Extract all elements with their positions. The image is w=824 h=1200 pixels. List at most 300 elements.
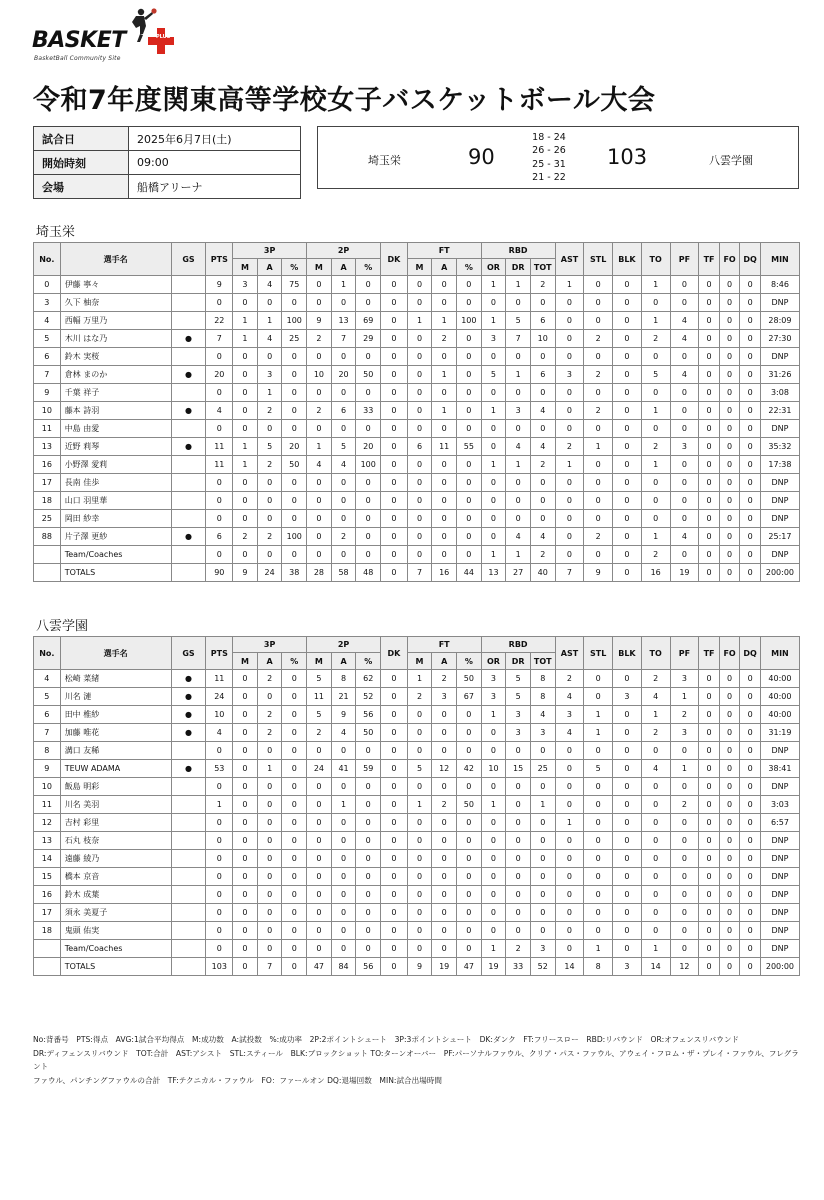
stat-cell: 0 <box>740 546 761 564</box>
stat-cell: 0 <box>457 456 482 474</box>
info-value: 2025年6月7日(土) <box>129 127 301 151</box>
stat-cell: 0 <box>457 886 482 904</box>
stat-cell: 0 <box>432 528 457 546</box>
stat-cell: 12 <box>670 958 699 976</box>
stat-cell: 0 <box>457 420 482 438</box>
stat-cell: 2 <box>530 276 555 294</box>
stat-cell: 0 <box>530 492 555 510</box>
stat-cell: 0 <box>356 868 381 886</box>
stat-cell <box>171 832 206 850</box>
stat-cell: DNP <box>760 886 799 904</box>
stat-cell: 0 <box>282 420 307 438</box>
stat-cell: 27:30 <box>760 330 799 348</box>
stat-cell: 0 <box>613 922 642 940</box>
box-score-table <box>33 242 800 582</box>
stat-cell: 4 <box>206 724 233 742</box>
stat-cell: 0 <box>407 348 432 366</box>
col-header-tf: TF <box>699 637 720 670</box>
player-name: 川名 漣 <box>60 688 171 706</box>
stat-cell: 0 <box>699 294 720 312</box>
stat-cell: 0 <box>613 706 642 724</box>
stat-cell: 0 <box>282 778 307 796</box>
stat-cell: 0 <box>740 294 761 312</box>
stat-cell: 1 <box>407 312 432 330</box>
player-row <box>34 474 800 492</box>
stat-cell: 40:00 <box>760 670 799 688</box>
stat-cell: 0 <box>206 904 233 922</box>
player-name: 加藤 唯花 <box>60 724 171 742</box>
stat-cell: 0 <box>381 958 408 976</box>
player-row <box>34 312 800 330</box>
basketplus-logo[interactable] <box>32 6 182 66</box>
stat-cell: 0 <box>506 348 531 366</box>
stat-cell: 9 <box>331 706 356 724</box>
stat-cell: 0 <box>257 886 282 904</box>
stat-cell: 0 <box>670 276 699 294</box>
totals-row <box>34 958 800 976</box>
col-header-fo: FO <box>719 637 740 670</box>
stat-cell: 0 <box>432 850 457 868</box>
col-header-no: No. <box>34 243 61 276</box>
stat-cell: 0 <box>719 474 740 492</box>
stat-cell: 0 <box>584 546 613 564</box>
player-row <box>34 706 800 724</box>
stat-cell: 0 <box>356 778 381 796</box>
player-row <box>34 510 800 528</box>
stat-cell: 8:46 <box>760 276 799 294</box>
stat-cell: 0 <box>719 868 740 886</box>
stat-cell: 0 <box>206 814 233 832</box>
stat-cell: 1 <box>584 940 613 958</box>
col-header-percent: % <box>457 259 482 276</box>
player-name: 藤本 詩羽 <box>60 402 171 420</box>
info-value: 09:00 <box>129 151 301 175</box>
stat-cell: 0 <box>699 312 720 330</box>
col-header-or: OR <box>481 653 506 670</box>
stat-cell: 7 <box>331 330 356 348</box>
info-row-date <box>34 127 301 151</box>
stat-cell: 0 <box>555 294 584 312</box>
stat-cell: 7 <box>34 724 61 742</box>
stat-cell: 0 <box>670 510 699 528</box>
player-row <box>34 402 800 420</box>
stat-cell: 0 <box>381 330 408 348</box>
stat-cell: 0 <box>481 724 506 742</box>
col-group-3p: 3P <box>233 637 307 653</box>
stat-cell: 0 <box>719 670 740 688</box>
stat-cell: 2 <box>584 528 613 546</box>
stat-cell: 50 <box>282 456 307 474</box>
stat-cell: 0 <box>432 904 457 922</box>
stat-cell: 0 <box>740 886 761 904</box>
stat-cell: 0 <box>381 510 408 528</box>
stat-cell: 0 <box>331 832 356 850</box>
stat-cell: 0 <box>555 384 584 402</box>
stat-cell: 1 <box>407 796 432 814</box>
stat-cell: 0 <box>719 832 740 850</box>
stat-cell: 0 <box>719 546 740 564</box>
stat-cell: 0 <box>555 760 584 778</box>
stat-cell: 4 <box>555 724 584 742</box>
stat-cell: 0 <box>432 886 457 904</box>
stat-cell: 3 <box>257 366 282 384</box>
stat-cell: 1 <box>481 940 506 958</box>
stat-cell: 0 <box>432 814 457 832</box>
player-row <box>34 904 800 922</box>
stat-cell: 1 <box>641 276 670 294</box>
stat-cell: 0 <box>613 940 642 958</box>
stat-cell: 0 <box>719 922 740 940</box>
stat-cell: 0 <box>740 670 761 688</box>
stat-cell: 0 <box>699 922 720 940</box>
stat-cell: 0 <box>381 528 408 546</box>
stat-cell: 0 <box>584 796 613 814</box>
stat-cell: 0 <box>34 276 61 294</box>
col-header-tot: TOT <box>530 259 555 276</box>
stat-cell: 5 <box>407 760 432 778</box>
player-name: 田中 椎紗 <box>60 706 171 724</box>
player-name: TOTALS <box>60 958 171 976</box>
stat-cell: 0 <box>670 832 699 850</box>
stat-cell: 2 <box>641 546 670 564</box>
player-name: 山口 羽里華 <box>60 492 171 510</box>
stat-cell: 0 <box>356 546 381 564</box>
stat-cell: 0 <box>381 850 408 868</box>
stat-cell: 0 <box>381 760 408 778</box>
stat-cell: 0 <box>530 348 555 366</box>
col-header-to: TO <box>641 637 670 670</box>
stat-cell: 3:08 <box>760 384 799 402</box>
player-name: 岡田 紗幸 <box>60 510 171 528</box>
stat-cell: 16 <box>432 564 457 582</box>
stat-cell: 0 <box>257 868 282 886</box>
player-name: 須永 美夏子 <box>60 904 171 922</box>
stat-cell: 0 <box>233 778 258 796</box>
stat-cell: 0 <box>613 778 642 796</box>
stat-cell: 0 <box>233 760 258 778</box>
stat-cell: 18 <box>34 922 61 940</box>
totals-row <box>34 564 800 582</box>
stat-cell: 8 <box>331 670 356 688</box>
stat-cell: 2 <box>432 796 457 814</box>
stat-cell: 0 <box>282 366 307 384</box>
col-header-min: MIN <box>760 637 799 670</box>
stat-cell: 4 <box>530 402 555 420</box>
stat-cell: 0 <box>282 904 307 922</box>
player-name: 倉林 まのか <box>60 366 171 384</box>
stat-cell: 5 <box>331 438 356 456</box>
stat-cell: 28:09 <box>760 312 799 330</box>
stat-cell: 0 <box>206 492 233 510</box>
stat-cell: 1 <box>307 438 332 456</box>
stat-cell: 0 <box>307 510 332 528</box>
player-row <box>34 742 800 760</box>
stat-cell: 0 <box>356 850 381 868</box>
stat-cell: 0 <box>719 724 740 742</box>
stat-cell: 4 <box>34 312 61 330</box>
info-label: 開始時刻 <box>34 151 129 175</box>
stat-cell: 15 <box>34 868 61 886</box>
col-header-dq: DQ <box>740 243 761 276</box>
stat-cell: 0 <box>740 724 761 742</box>
player-row <box>34 348 800 366</box>
stat-cell: 0 <box>233 868 258 886</box>
col-header-to: TO <box>641 243 670 276</box>
player-row <box>34 456 800 474</box>
player-name: 久下 柚奈 <box>60 294 171 312</box>
stat-cell: 0 <box>481 492 506 510</box>
stat-cell: 8 <box>34 742 61 760</box>
stat-cell: 0 <box>555 850 584 868</box>
stat-cell: 0 <box>670 474 699 492</box>
stat-cell: 0 <box>356 492 381 510</box>
stat-cell: DNP <box>760 940 799 958</box>
stat-cell: 5 <box>34 330 61 348</box>
stat-cell <box>171 958 206 976</box>
stat-cell: 0 <box>699 904 720 922</box>
player-name: 西幅 万里乃 <box>60 312 171 330</box>
stat-cell: 0 <box>356 922 381 940</box>
stat-cell: 0 <box>407 510 432 528</box>
stat-cell: 0 <box>740 384 761 402</box>
stat-cell: 0 <box>613 814 642 832</box>
col-header-stl: STL <box>584 637 613 670</box>
stat-cell: ● <box>171 528 206 546</box>
stat-cell: 0 <box>613 886 642 904</box>
stat-cell: 0 <box>233 706 258 724</box>
stat-cell: 0 <box>457 778 482 796</box>
stat-cell: 0 <box>641 742 670 760</box>
stat-cell: 0 <box>641 922 670 940</box>
stat-cell: 0 <box>641 868 670 886</box>
stat-cell: 0 <box>331 492 356 510</box>
stat-cell: 0 <box>613 438 642 456</box>
stat-cell: 0 <box>699 724 720 742</box>
player-row <box>34 384 800 402</box>
stat-cell: 20 <box>356 438 381 456</box>
stat-cell: 2 <box>670 796 699 814</box>
stat-cell <box>171 796 206 814</box>
stat-cell: 0 <box>719 886 740 904</box>
stat-cell: 0 <box>457 904 482 922</box>
stat-cell: 0 <box>356 940 381 958</box>
stat-cell: 0 <box>506 922 531 940</box>
stat-cell: 0 <box>530 832 555 850</box>
stat-cell: 59 <box>356 760 381 778</box>
stat-cell: 0 <box>457 814 482 832</box>
stat-cell <box>34 958 61 976</box>
stat-cell: 0 <box>206 348 233 366</box>
stat-cell: 0 <box>307 886 332 904</box>
stat-cell: 0 <box>307 742 332 760</box>
stat-cell: 0 <box>530 474 555 492</box>
stat-cell: 0 <box>407 940 432 958</box>
stat-cell: 0 <box>719 510 740 528</box>
stat-cell: 0 <box>282 796 307 814</box>
stat-cell: DNP <box>760 510 799 528</box>
stat-cell: 3 <box>555 366 584 384</box>
stat-cell: 8 <box>584 958 613 976</box>
stat-cell: 0 <box>719 312 740 330</box>
stat-cell: 0 <box>381 670 408 688</box>
stat-cell: 0 <box>740 312 761 330</box>
stat-cell: 0 <box>719 492 740 510</box>
player-row <box>34 922 800 940</box>
stat-cell: 0 <box>584 742 613 760</box>
stat-cell: 0 <box>432 868 457 886</box>
stat-cell: 0 <box>740 528 761 546</box>
stat-cell: 10 <box>34 402 61 420</box>
stat-cell: 2 <box>530 456 555 474</box>
stat-cell: 0 <box>407 832 432 850</box>
stat-cell: 5 <box>506 688 531 706</box>
stat-cell: 0 <box>613 868 642 886</box>
stat-cell: 0 <box>381 312 408 330</box>
stat-cell: 1 <box>331 796 356 814</box>
stat-cell <box>171 868 206 886</box>
stat-cell: 0 <box>699 958 720 976</box>
stat-cell: 25 <box>34 510 61 528</box>
stat-cell: 0 <box>740 742 761 760</box>
stat-cell: 1 <box>432 402 457 420</box>
stat-cell: 0 <box>613 528 642 546</box>
stat-cell: 0 <box>356 832 381 850</box>
stat-cell: 0 <box>457 850 482 868</box>
stat-cell: 4 <box>555 688 584 706</box>
stat-cell: 2 <box>233 528 258 546</box>
stat-cell: 0 <box>407 886 432 904</box>
stat-cell: 0 <box>407 742 432 760</box>
stat-cell: 0 <box>457 510 482 528</box>
stat-cell: 0 <box>206 940 233 958</box>
stat-cell: 11 <box>34 796 61 814</box>
stat-cell: 0 <box>613 402 642 420</box>
stat-cell: 0 <box>381 742 408 760</box>
logo-subtitle: BasketBall Community Site <box>34 55 121 62</box>
stat-cell: 0 <box>740 940 761 958</box>
stat-cell: 0 <box>457 922 482 940</box>
player-name: 中島 由愛 <box>60 420 171 438</box>
logo-plus-label: PLUS <box>156 34 171 40</box>
stat-cell: 0 <box>530 420 555 438</box>
stat-cell: 0 <box>641 814 670 832</box>
stat-cell: 0 <box>584 348 613 366</box>
stat-cell: 0 <box>740 402 761 420</box>
stat-cell: 0 <box>670 348 699 366</box>
stat-cell: 0 <box>641 510 670 528</box>
stat-cell: 0 <box>282 384 307 402</box>
stat-cell: 0 <box>506 742 531 760</box>
stat-cell: 40 <box>530 564 555 582</box>
stat-cell: 62 <box>356 670 381 688</box>
stat-cell: 3 <box>506 724 531 742</box>
stat-cell: 11 <box>206 670 233 688</box>
stat-cell: 52 <box>356 688 381 706</box>
stat-cell: 0 <box>407 904 432 922</box>
stat-cell: 0 <box>257 546 282 564</box>
stat-cell: 24 <box>206 688 233 706</box>
stat-cell: 0 <box>233 688 258 706</box>
stat-cell: 0 <box>613 366 642 384</box>
stat-cell: 6 <box>331 402 356 420</box>
stat-cell: 0 <box>740 492 761 510</box>
stat-cell: 0 <box>613 796 642 814</box>
stat-cell: 0 <box>381 564 408 582</box>
col-header-fo: FO <box>719 243 740 276</box>
player-name: 鈴木 実桜 <box>60 348 171 366</box>
stat-cell: 2 <box>257 456 282 474</box>
stat-cell: 0 <box>257 348 282 366</box>
stat-cell: 6 <box>530 312 555 330</box>
stat-cell: 11 <box>206 456 233 474</box>
stat-cell: 0 <box>282 294 307 312</box>
stat-cell: 0 <box>257 492 282 510</box>
stat-cell: 0 <box>670 384 699 402</box>
stat-cell: 0 <box>555 778 584 796</box>
player-name: 鈴木 成葉 <box>60 886 171 904</box>
info-label: 会場 <box>34 175 129 199</box>
team-section-title: 八雲学園 <box>36 619 89 634</box>
stat-cell: 6 <box>530 366 555 384</box>
stat-cell: DNP <box>760 832 799 850</box>
stat-cell: 0 <box>257 832 282 850</box>
col-header-tot: TOT <box>530 653 555 670</box>
stat-cell: 0 <box>457 868 482 886</box>
stat-cell: 11 <box>307 688 332 706</box>
stat-cell: 3 <box>506 402 531 420</box>
stat-cell: 5 <box>506 670 531 688</box>
stat-cell: 6 <box>34 706 61 724</box>
stat-cell: 0 <box>613 456 642 474</box>
stat-cell: 3 <box>613 688 642 706</box>
stat-cell: 0 <box>282 348 307 366</box>
stat-cell <box>171 420 206 438</box>
stat-cell: 0 <box>432 294 457 312</box>
stat-cell: 0 <box>206 474 233 492</box>
stat-cell: 0 <box>206 922 233 940</box>
player-name: 松崎 菜緒 <box>60 670 171 688</box>
stat-cell: 56 <box>356 706 381 724</box>
stat-cell: 0 <box>481 922 506 940</box>
stat-cell: 0 <box>506 294 531 312</box>
stat-cell: 0 <box>613 312 642 330</box>
stat-cell: 0 <box>331 922 356 940</box>
stat-cell: 1 <box>530 796 555 814</box>
stat-cell: 13 <box>34 438 61 456</box>
stat-cell: 5 <box>307 706 332 724</box>
stat-cell: 0 <box>407 384 432 402</box>
stat-cell <box>171 886 206 904</box>
away-team-name: 八雲学園 <box>709 154 753 167</box>
stat-cell: 1 <box>481 276 506 294</box>
stat-cell: 0 <box>457 724 482 742</box>
stat-cell: 25 <box>282 330 307 348</box>
stat-cell: 0 <box>613 492 642 510</box>
stat-cell: 1 <box>233 330 258 348</box>
stat-cell: 0 <box>381 438 408 456</box>
stat-cell: 21 <box>331 688 356 706</box>
stat-cell: 0 <box>407 922 432 940</box>
stat-cell: 0 <box>282 922 307 940</box>
stat-cell: 0 <box>740 438 761 456</box>
stat-cell: 0 <box>719 796 740 814</box>
stat-cell: 0 <box>282 814 307 832</box>
stat-cell: 0 <box>407 294 432 312</box>
stat-cell: 22 <box>206 312 233 330</box>
stat-cell: 0 <box>481 850 506 868</box>
stat-cell: 0 <box>555 420 584 438</box>
col-header-pf: PF <box>670 243 699 276</box>
